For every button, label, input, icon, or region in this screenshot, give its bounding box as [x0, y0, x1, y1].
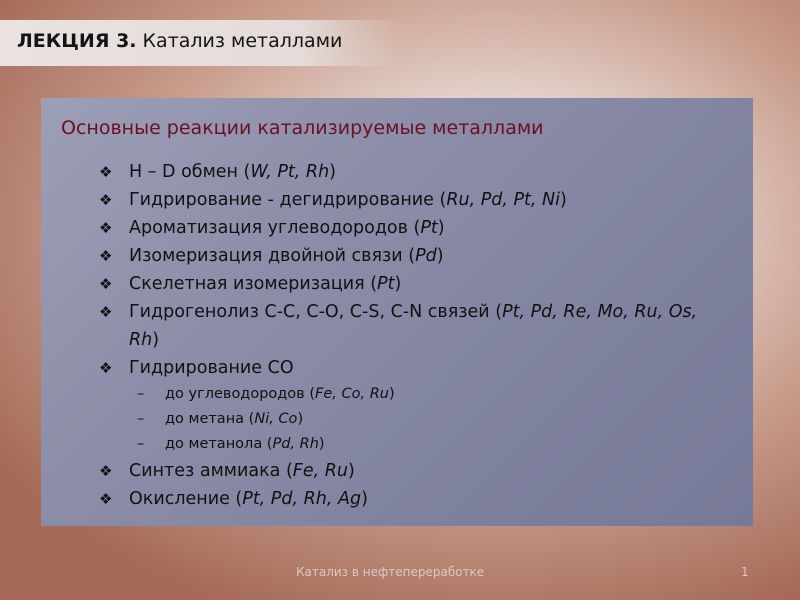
- sub-item-catalysts: Ni, Co: [254, 411, 298, 427]
- diamond-bullet-icon: ❖: [99, 219, 113, 237]
- sub-item-text: до метанола (: [165, 436, 273, 452]
- sub-item-close: ): [388, 386, 395, 402]
- item-close: ): [394, 274, 402, 294]
- diamond-bullet-icon: ❖: [99, 303, 113, 321]
- item-catalysts: Pd: [415, 246, 437, 266]
- title-bar: [0, 20, 400, 66]
- item-catalysts: Pt, Pd, Rh, Ag: [242, 489, 362, 509]
- sub-list-item: [129, 382, 729, 407]
- content-box: [41, 98, 753, 526]
- diamond-bullet-icon: ❖: [99, 462, 113, 480]
- item-close: ): [437, 218, 445, 238]
- dash-bullet-icon: –: [137, 386, 145, 402]
- item-close: ): [361, 489, 368, 509]
- list-item: [99, 214, 729, 242]
- sub-item-close: ): [297, 411, 304, 427]
- item-text: H – D обмен (: [129, 162, 251, 182]
- item-text: Ароматизация углеводородов (: [129, 218, 421, 238]
- list-item: [99, 158, 729, 186]
- sub-item-catalysts: Fe, Co, Ru: [315, 386, 389, 402]
- item-text: Скелетная изомеризация (: [129, 274, 378, 294]
- item-catalysts: Pt: [420, 218, 438, 238]
- item-close: ): [348, 461, 355, 481]
- dash-bullet-icon: –: [137, 411, 145, 427]
- sub-item-close: ): [318, 436, 325, 452]
- item-text: Синтез аммиака (: [129, 461, 293, 481]
- dash-bullet-icon: –: [137, 436, 145, 452]
- list-item: [99, 457, 729, 485]
- list-item: [99, 242, 729, 270]
- sub-list-item: [129, 432, 729, 457]
- item-text: Изомеризация двойной связи (: [129, 246, 416, 266]
- item-text: Окисление (: [129, 489, 243, 509]
- diamond-bullet-icon: ❖: [99, 163, 113, 181]
- item-catalysts: Pt, Pd, Re, Mo, Ru, Os, Rh: [129, 302, 698, 350]
- list-item: [99, 270, 729, 298]
- item-text: Гидрирование СО: [129, 358, 294, 378]
- item-catalysts: Fe, Ru: [292, 461, 348, 481]
- sub-item-text: до углеводородов (: [165, 386, 315, 402]
- item-catalysts: Pt: [377, 274, 395, 294]
- slide-title: [17, 30, 342, 52]
- list-item: [99, 485, 729, 513]
- sub-list-item: [129, 407, 729, 432]
- reaction-list: [99, 158, 729, 513]
- list-item: [99, 186, 729, 214]
- item-text: Гидрогенолиз С-С, С-О, С-S, С-N связей (: [129, 302, 503, 322]
- item-text: Гидрирование - дегидрирование (: [129, 190, 447, 210]
- diamond-bullet-icon: ❖: [99, 275, 113, 293]
- diamond-bullet-icon: ❖: [99, 490, 113, 508]
- co-hydrogenation-sublist: [129, 382, 729, 457]
- sub-item-catalysts: Pd, Rh: [272, 436, 319, 452]
- list-item: [99, 298, 729, 354]
- content-heading: Основные реакции катализируемые металлами: [61, 117, 544, 139]
- diamond-bullet-icon: ❖: [99, 247, 113, 265]
- diamond-bullet-icon: ❖: [99, 191, 113, 209]
- item-close: ): [152, 330, 160, 350]
- list-item: [99, 354, 729, 457]
- slide-title-rest: Катализ металлами: [136, 30, 343, 52]
- footer-text: Катализ в нефтепереработке: [296, 565, 485, 579]
- item-close: ): [560, 190, 567, 210]
- page-number: 1: [741, 565, 749, 579]
- item-close: ): [436, 246, 444, 266]
- diamond-bullet-icon: ❖: [99, 359, 113, 377]
- slide-title-bold: ЛЕКЦИЯ 3.: [17, 30, 137, 52]
- item-catalysts: W, Pt, Rh: [250, 162, 330, 182]
- sub-item-text: до метана (: [165, 411, 255, 427]
- item-catalysts: Ru, Pd, Pt, Ni: [446, 190, 560, 210]
- item-close: ): [329, 162, 336, 182]
